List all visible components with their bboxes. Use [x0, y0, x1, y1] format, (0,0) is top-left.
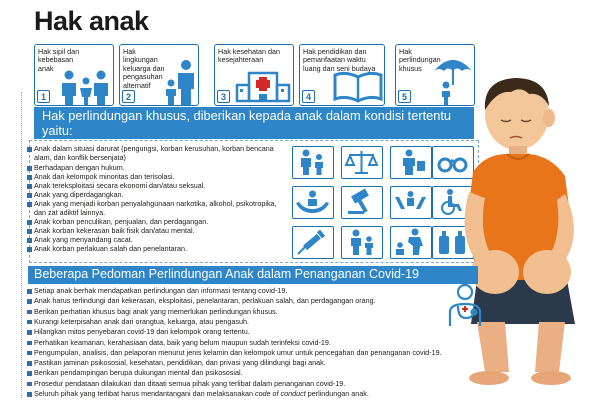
list-item: Anak korban perlakuan salah dan penelantaran. [34, 245, 284, 254]
right-number: 5 [398, 90, 411, 103]
list-item: Anak korban penculikan, penjualan, dan perdagangan. [34, 218, 284, 227]
doctor-icon [444, 282, 486, 328]
list-item: Anak yang diperdagangkan. [34, 191, 284, 200]
list-item-text: perlindungan anak. [305, 389, 369, 398]
section1-heading: Hak perlindungan khusus, diberikan kepada anak dalam kondisi tertentu yaitu: [42, 108, 452, 138]
worker-icon [390, 146, 432, 179]
list-item: Berikan perhatian khusus bagi anak yang memerlukan perlindungan khusus. [34, 306, 278, 316]
family-icon [57, 67, 113, 105]
sad-boy-illustration [455, 72, 600, 400]
list-item-italic: code of conduct [254, 389, 306, 398]
right-card-3 [214, 44, 294, 106]
gavel-icon [341, 186, 383, 219]
list-item: Setiap anak berhak mendapatkan perlindungan dan informasi tentang covid-19. [34, 286, 288, 295]
family-walk-icon [341, 226, 383, 259]
list-item: Pastikan jaminan psikososial, kesehatan, pendidikan, dan privasi yang dilindungi bagi anak. [34, 358, 326, 368]
right-label: Hak perlindungan khusus [399, 47, 441, 73]
right-label: Hak pendidikan dan pemanfaatan waktu luang dan seni budaya [303, 47, 376, 73]
violence-icon [390, 226, 432, 259]
list-item: Hilangkan mitos penyebaran covid-19 dari kelompok orang tertentu. [34, 327, 250, 337]
right-number: 3 [217, 90, 230, 103]
section2-header [28, 266, 478, 284]
right-card-4 [299, 44, 385, 106]
list-item: Anak yang menyandang cacat. [34, 236, 284, 245]
list-item-text: Seluruh pihak yang terlibat harus mendantangani dan melaksanakan [34, 389, 255, 398]
right-label: Hak kesehatan dan kesejahteraan [218, 47, 280, 65]
book-icon [332, 71, 384, 103]
list-item: Anak dalam situasi darurat (pengungsi, korban kerusuhan, korban bencana alam, dan konflik bersenjata) [34, 145, 284, 162]
list-item: Anak harus terlindungi dari kekerasan, eksploitasi, penelantaran, perlakuan salah, dan perdagangan orang. [34, 296, 376, 306]
right-number: 2 [122, 90, 135, 103]
right-label: Hak sipil dan kebebasan anak [38, 47, 80, 73]
right-label: Hak lingkungan keluarga dan pengasuhan alternatif [123, 47, 165, 90]
hands-protect-icon [292, 186, 334, 219]
list-item: Anak korban kekerasan baik fisik dan/atau mental. [34, 227, 284, 236]
syringe-icon [292, 226, 334, 259]
section2-heading: Beberapa Pedoman Perlindungan Anak dalam Penanganan Covid-19 [34, 267, 420, 281]
list-item: Prosedur pendataan dilakukan dan ditaati semua pihak yang terlibat dalam penanganan covid-19. [34, 378, 346, 388]
list-item: Pengumpulan, analisis, dan pelaporan menurut jenis kelamin dan kelompok umur untuk pencegahan dan penanganan covid-19. [34, 347, 442, 357]
list-item [34, 390, 369, 399]
list-item: Berikan pendampingan berupa dukungan mental dan psikososial. [34, 368, 243, 378]
right-number: 1 [37, 90, 50, 103]
right-card-1 [34, 44, 114, 106]
list-item: Anak yang menjadi korban penyalahgunaan narkotika, alkohol, psikotropika, dan zat adiktif lainnya. [34, 200, 284, 217]
right-number: 4 [302, 90, 315, 103]
section1-header [34, 107, 474, 139]
list-item: Perhatikan keamanan, kerahasiaan data, baik yang belum maupun sudah terinfeksi covid-19. [34, 337, 331, 347]
list-item: Kurangi keterpisahan anak dari orangtua, keluarga, atau pengasuh. [34, 316, 249, 326]
guardian-child-icon [164, 59, 198, 105]
money-hands-icon [390, 186, 432, 219]
refugee-family-icon [292, 146, 334, 179]
right-card-2 [119, 44, 199, 106]
hospital-icon [235, 67, 291, 103]
list-item: Anak tereksploitasi secara ekonomi dan/atau seksual. [34, 182, 284, 191]
page-title: Hak anak [34, 6, 149, 36]
justice-scale-icon [341, 146, 383, 179]
decorative-dotted-line [21, 92, 22, 398]
list-item: Berhadapan dengan hukum. [34, 164, 284, 173]
list-item: Anak dari kelompok minoritas dan terisolasi. [34, 173, 284, 182]
